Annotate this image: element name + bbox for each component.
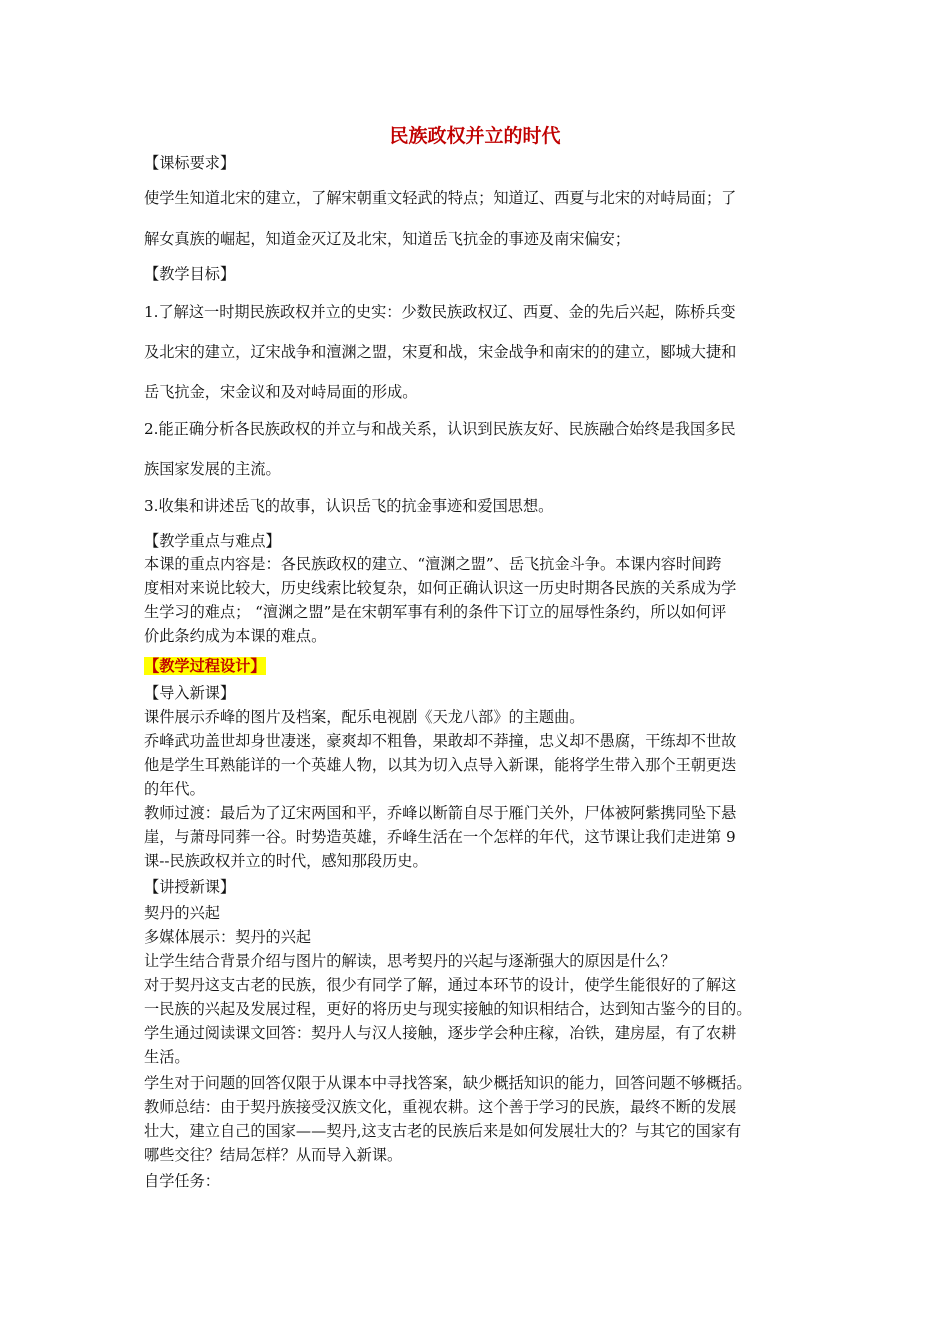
keypoints-heading: 【教学重点与难点】 — [144, 532, 281, 550]
page-title: 民族政权并立的时代 — [389, 125, 561, 147]
lecture-line: 自学任务： — [144, 1172, 220, 1190]
goal-line: 1.了解这一时期民族政权并立的史实：少数民族政权辽、西夏、金的先后兴起，陈桥兵变 — [144, 303, 736, 321]
intro-line: 乔峰武功盖世却身世凄迷，豪爽却不粗鲁，果敢却不莽撞，忠义却不愚腐，干练却不世故 — [144, 732, 737, 750]
process-heading — [144, 655, 266, 677]
goal-line: 及北宋的建立，辽宋战争和澶渊之盟，宋夏和战，宋金战争和南宋的的建立，郾城大捷和 — [144, 343, 737, 361]
lecture-line: 学生通过阅读课文回答：契丹人与汉人接触，逐步学会种庄稼，冶铁，建房屋，有了农耕 — [144, 1024, 737, 1042]
lecture-line: 契丹的兴起 — [144, 904, 220, 922]
lecture-line: 一民族的兴起及发展过程，更好的将历史与现实接触的知识相结合，达到知古鉴今的目的。 — [144, 1000, 752, 1018]
intro-line: 的年代。 — [144, 780, 205, 798]
intro-line: 课--民族政权并立的时代，感知那段历史。 — [144, 852, 428, 870]
goal-line: 2.能正确分析各民族政权的并立与和战关系，认识到民族友好、民族融合始终是我国多民 — [144, 420, 736, 438]
goal-line: 岳飞抗金，宋金议和及对峙局面的形成。 — [144, 383, 418, 401]
intro-line: 课件展示乔峰的图片及档案，配乐电视剧《天龙八部》的主题曲。 — [144, 708, 585, 726]
goals-heading: 【教学目标】 — [144, 265, 236, 283]
lecture-line: 哪些交往？结局怎样？从而导入新课。 — [144, 1146, 403, 1164]
keypoints-line: 本课的重点内容是：各民族政权的建立、“澶渊之盟”、岳飞抗金斗争。本课内容时间跨 — [144, 555, 722, 573]
lecture-heading: 【讲授新课】 — [144, 878, 236, 896]
lecture-line: 生活。 — [144, 1048, 190, 1066]
keypoints-line: 价此条约成为本课的难点。 — [144, 627, 327, 645]
intro-line: 他是学生耳熟能详的一个英雄人物，以其为切入点导入新课，能将学生带入那个王朝更迭 — [144, 756, 737, 774]
lecture-line: 多媒体展示：契丹的兴起 — [144, 928, 312, 946]
intro-line: 教师过渡：最后为了辽宋两国和平，乔峰以断箭自尽于雁门关外，尸体被阿紫携同坠下悬 — [144, 804, 737, 822]
goal-line: 族国家发展的主流。 — [144, 460, 281, 478]
keypoints-line: 生学习的难点； “澶渊之盟”是在宋朝军事有利的条件下订立的屈辱性条约，所以如何评 — [144, 603, 727, 621]
lecture-line: 学生对于问题的回答仅限于从课本中寻找答案，缺少概括知识的能力，回答问题不够概括。 — [144, 1074, 752, 1092]
lecture-line: 对于契丹这支古老的民族，很少有同学了解，通过本环节的设计，使学生能很好的了解这 — [144, 976, 737, 994]
curriculum-line: 解女真族的崛起，知道金灭辽及北宋，知道岳飞抗金的事迹及南宋偏安； — [144, 230, 630, 248]
intro-heading: 【导入新课】 — [144, 684, 236, 702]
curriculum-line: 使学生知道北宋的建立，了解宋朝重文轻武的特点；知道辽、西夏与北宋的对峙局面；了 — [144, 189, 737, 207]
process-heading-highlight: 【教学过程设计】 — [144, 657, 266, 675]
keypoints-line: 度相对来说比较大，历史线索比较复杂，如何正确认识这一历史时期各民族的关系成为学 — [144, 579, 737, 597]
goal-line: 3.收集和讲述岳飞的故事，认识岳飞的抗金事迹和爱国思想。 — [144, 497, 554, 515]
lecture-line: 壮大，建立自己的国家——契丹,这支古老的民族后来是如何发展壮大的？与其它的国家有 — [144, 1122, 742, 1140]
curriculum-heading: 【课标要求】 — [144, 154, 236, 172]
lecture-line: 教师总结：由于契丹族接受汉族文化，重视农耕。这个善于学习的民族，最终不断的发展 — [144, 1098, 737, 1116]
intro-line: 崖，与萧母同葬一谷。时势造英雄，乔峰生活在一个怎样的年代，这节课让我们走进第 9 — [144, 828, 736, 846]
lecture-line: 让学生结合背景介绍与图片的解读，思考契丹的兴起与逐渐强大的原因是什么？ — [144, 952, 676, 970]
